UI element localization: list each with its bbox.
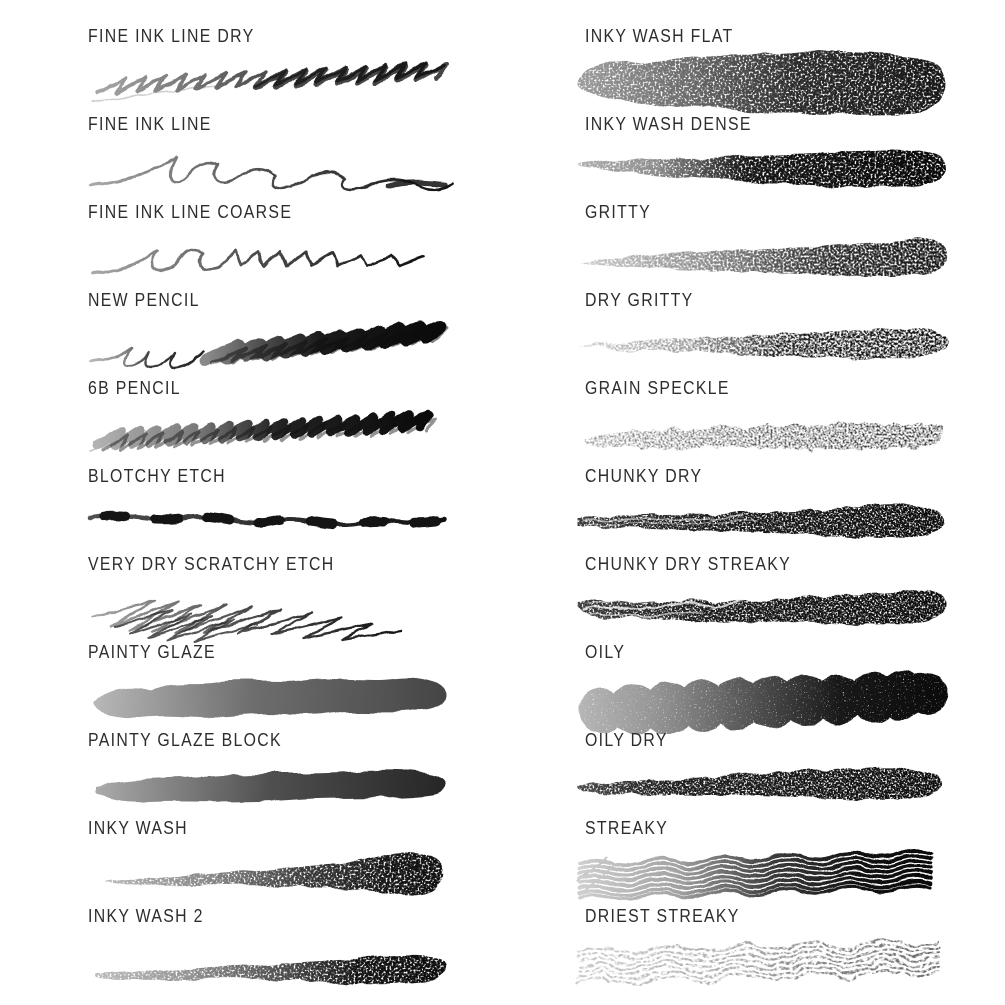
brush-label: INKY WASH 2 [88,906,204,926]
brush-entry [585,114,965,200]
brush-entry [585,642,965,728]
stroke-6b-pencil [88,400,460,460]
brush-entry [585,818,965,904]
brush-entry [88,202,460,288]
brush-label: PAINTY GLAZE BLOCK [88,730,282,750]
brush-entry [88,378,460,464]
brush-label: GRITTY [585,202,651,222]
brush-entry [585,202,965,288]
stroke-inky-wash-2 [88,928,460,988]
brush-entry [88,26,460,112]
brush-entry [585,906,965,992]
brush-label: OILY DRY [585,730,668,750]
stroke-painty-glaze-block [88,752,460,812]
brush-label: INKY WASH FLAT [585,26,734,46]
brush-entry [585,730,965,816]
brush-label: INKY WASH DENSE [585,114,752,134]
brush-entry [88,290,460,376]
stroke-chunky-dry-streaky [573,576,953,636]
brush-column-left [88,24,460,992]
stroke-gritty [573,224,953,284]
brush-label: FINE INK LINE DRY [88,26,255,46]
stroke-fine-ink-line-dry [88,48,460,108]
brush-entry [88,642,460,728]
stroke-grain-speckle [573,400,953,460]
stroke-streaky [573,840,953,904]
brush-label: INKY WASH [88,818,188,838]
stroke-oily [573,664,953,738]
brush-label: STREAKY [585,818,669,838]
stroke-inky-wash-dense [573,136,953,196]
brush-entry [88,818,460,904]
brush-label: DRIEST STREAKY [585,906,740,926]
stroke-driest-streaky [573,928,953,992]
stroke-chunky-dry [573,488,953,548]
brush-label: GRAIN SPECKLE [585,378,730,398]
stroke-blotchy-etch [88,488,460,548]
brush-label: BLOTCHY ETCH [88,466,226,486]
stroke-fine-ink-line [88,136,460,196]
brush-label: PAINTY GLAZE [88,642,216,662]
brush-label: DRY GRITTY [585,290,694,310]
brush-entry [88,466,460,552]
brush-entry [585,26,965,112]
brush-label: FINE INK LINE [88,114,212,134]
brush-entry [88,114,460,200]
brush-entry [88,906,460,992]
stroke-inky-wash [88,840,460,900]
stroke-very-dry-scratchy-etch [88,576,460,636]
brush-entry [88,730,460,816]
stroke-painty-glaze [88,664,460,724]
brush-entry [585,554,965,640]
stroke-fine-ink-line-coarse [88,224,460,284]
brush-entry [585,466,965,552]
brush-label: VERY DRY SCRATCHY ETCH [88,554,335,574]
stroke-oily-dry [573,752,953,812]
stroke-new-pencil [88,312,460,372]
brush-entry [585,290,965,376]
brush-label: FINE INK LINE COARSE [88,202,293,222]
brush-column-right [585,24,965,992]
stroke-dry-gritty [573,312,953,372]
brush-label: OILY [585,642,626,662]
brush-entry [88,554,460,640]
brush-label: CHUNKY DRY [585,466,703,486]
brush-label: NEW PENCIL [88,290,200,310]
brush-entry [585,378,965,464]
brush-label: 6B PENCIL [88,378,181,398]
brush-label: CHUNKY DRY STREAKY [585,554,791,574]
